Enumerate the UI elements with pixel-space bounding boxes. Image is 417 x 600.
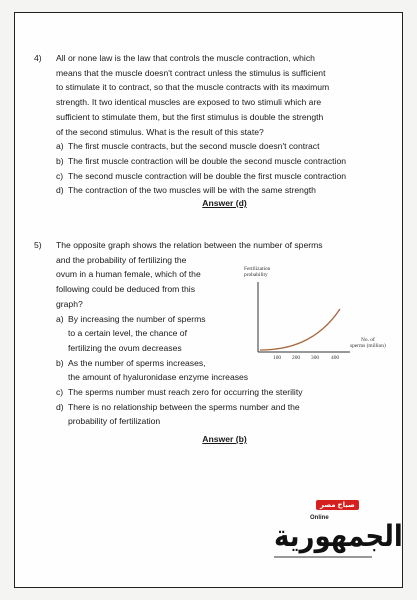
question-line: and the probability of fertilizing the — [56, 254, 187, 265]
answer-label: Answer (b) — [202, 434, 247, 445]
option-text-block — [68, 385, 393, 400]
x-tick-100: 100 — [273, 355, 282, 361]
option-letter: d) — [56, 185, 64, 196]
option-a[interactable] — [56, 139, 393, 154]
newspaper-logo — [270, 500, 403, 570]
logo-underline — [274, 556, 372, 558]
option-line: As the number of sperms increases, — [68, 357, 206, 368]
logo-online: Online — [310, 515, 329, 521]
x-axis-label — [350, 337, 386, 349]
question-body — [56, 51, 393, 209]
y-axis-label-line: probability — [244, 272, 268, 278]
question-line: ovum in a human female, which of the — [56, 269, 201, 280]
option-text-block — [68, 400, 393, 429]
option-line: the amount of hyaluronidase enzyme increases — [68, 372, 249, 383]
option-letter: d) — [56, 401, 64, 412]
question-number: 4) — [34, 53, 42, 63]
x-tick-400: 400 — [331, 355, 340, 361]
option-d[interactable] — [56, 400, 393, 429]
x-tick-200: 200 — [292, 355, 301, 361]
option-text: The second muscle contraction will be double the first muscle contraction — [68, 170, 347, 181]
question-line: following could be deduced from this — [56, 284, 196, 295]
option-text: The first muscle contracts, but the second muscle doesn't contract — [68, 141, 320, 152]
x-axis-label-line: No. of — [361, 337, 375, 343]
option-line: probability of fertilization — [68, 416, 161, 427]
option-b[interactable] — [56, 154, 393, 169]
question-number: 5) — [34, 240, 42, 250]
option-line: There is no relationship between the sperms number and the — [68, 401, 300, 412]
option-letter: b) — [56, 357, 64, 368]
option-letter: c) — [56, 387, 64, 398]
question-line: All or none law is the law that controls the muscle contraction, which — [56, 53, 315, 63]
option-letter: a) — [56, 141, 64, 152]
question-line: The opposite graph shows the relation between the number of sperms — [56, 240, 323, 250]
option-line: to a certain level, the chance of — [68, 328, 187, 339]
option-text: The first muscle contraction will be double the second muscle contraction — [68, 155, 347, 166]
probability-curve — [260, 309, 340, 350]
question-line: sufficient to stimulate them, but the first stimulus is double the strength — [56, 111, 324, 122]
question-line: means that the muscle doesn't contract unless the stimulus is sufficient — [56, 67, 326, 78]
question-line: to stimulate it to contract, so that the muscle contracts with its maximum — [56, 82, 330, 93]
logo-tag: صباح مصر — [316, 500, 359, 510]
logo-brand: الجمهورية — [274, 519, 403, 555]
option-letter: a) — [56, 313, 64, 324]
question-line: graph? — [56, 298, 83, 309]
option-letter: b) — [56, 155, 64, 166]
option-d[interactable] — [56, 183, 393, 198]
option-c[interactable] — [56, 385, 393, 400]
sperm-fertilization-graph — [238, 264, 406, 378]
question-line: of the second stimulus. What is the result of this state? — [56, 126, 264, 137]
question-line: strength. It two identical muscles are exposed to two stimuli which are — [56, 97, 322, 108]
option-line: The sperms number must reach zero for occurring the sterility — [68, 387, 303, 398]
option-letter: c) — [56, 170, 64, 181]
answer-label: Answer (d) — [202, 198, 247, 209]
y-axis-label-line: Fertilization — [244, 266, 271, 272]
x-tick-300: 300 — [311, 355, 320, 361]
option-line: By increasing the number of sperms — [68, 313, 206, 324]
option-c[interactable] — [56, 169, 393, 184]
graph-svg — [238, 264, 406, 378]
option-line: fertilizing the ovum decreases — [68, 342, 182, 353]
x-axis-label-line: sperms (million) — [350, 343, 386, 349]
option-text: The contraction of the two muscles will be with the same strength — [68, 185, 316, 196]
